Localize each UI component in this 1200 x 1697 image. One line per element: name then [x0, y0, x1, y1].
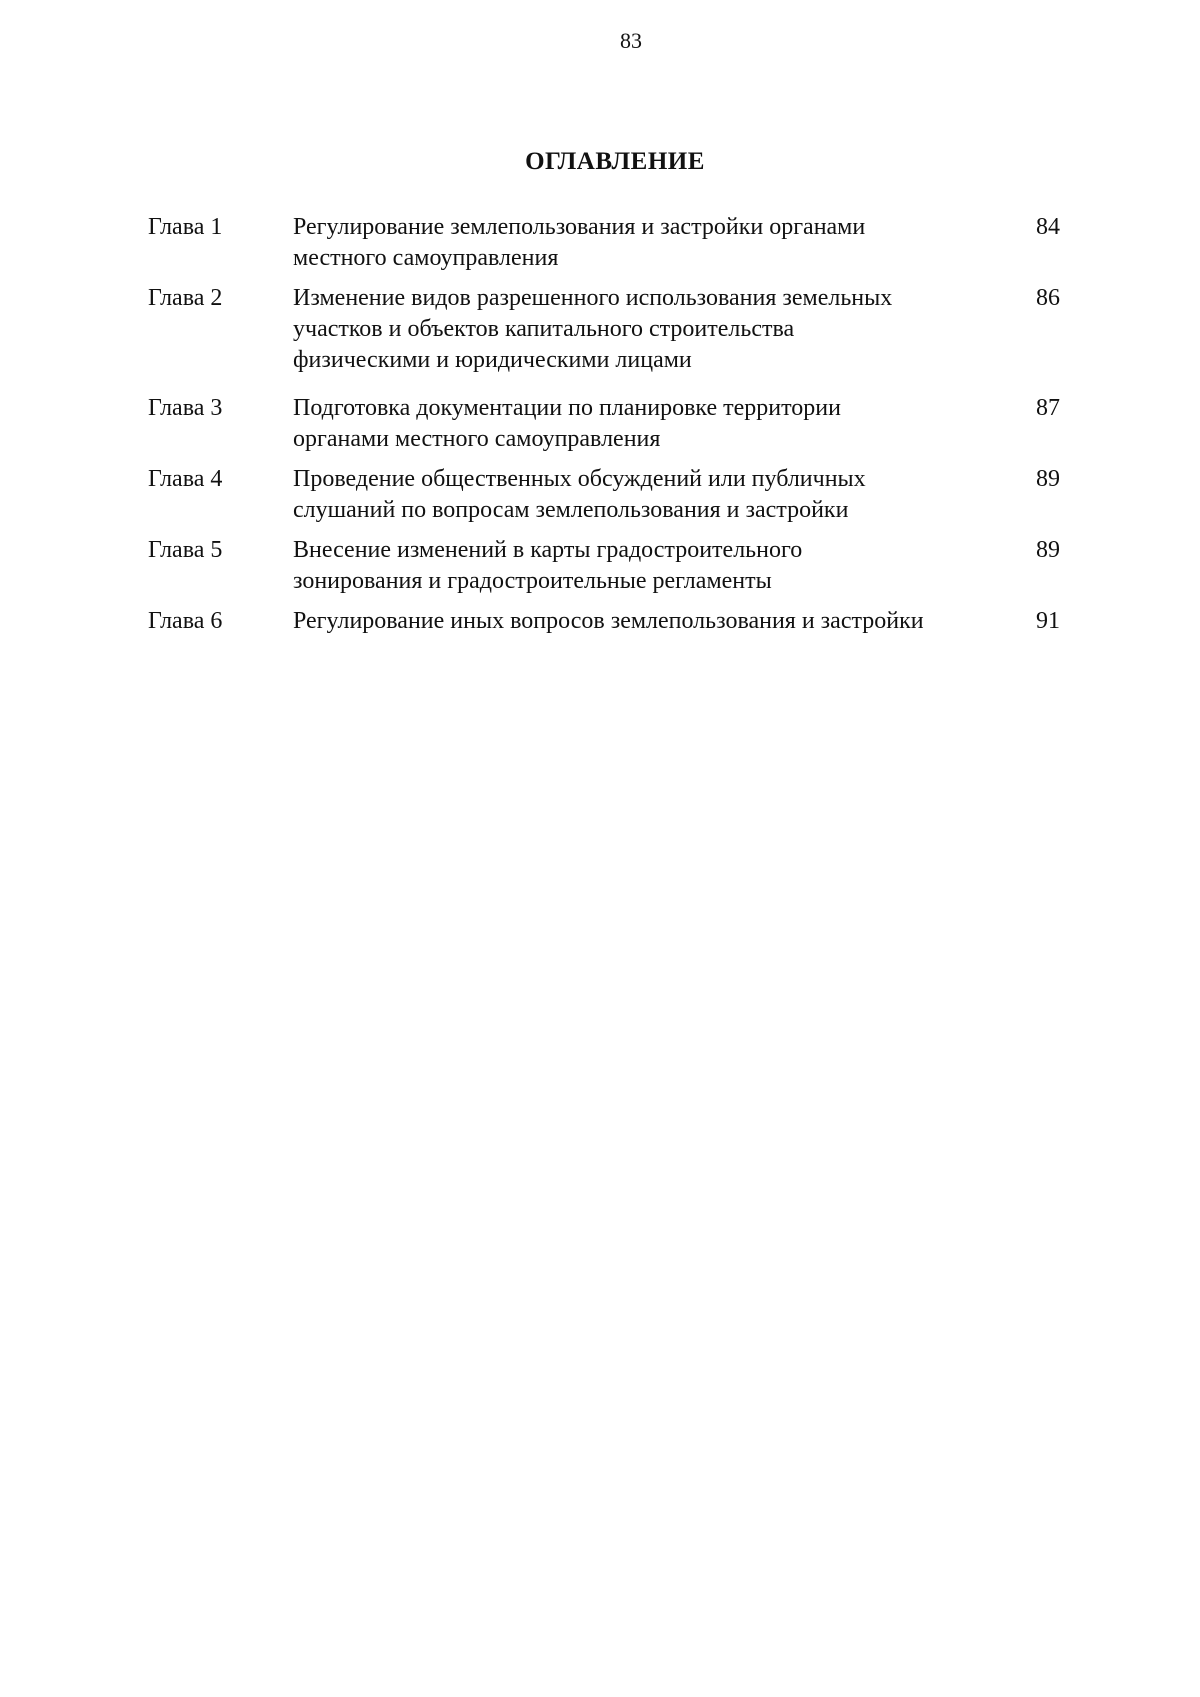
toc-page-number: 86 — [1036, 285, 1060, 311]
toc-entry-chapter-5[interactable] — [148, 535, 1060, 597]
toc-title-line: местного самоуправления — [293, 245, 559, 271]
page-number: 83 — [620, 28, 642, 53]
toc-page-number: 84 — [1036, 214, 1060, 240]
toc-page-number: 91 — [1036, 608, 1060, 634]
toc-chapter-title — [293, 535, 1020, 597]
toc-chapter-label: Глава 2 — [148, 285, 223, 311]
toc-chapter-label: Глава 3 — [148, 395, 223, 421]
toc-title-line: участков и объектов капитального строительства — [293, 316, 795, 342]
toc-entry-chapter-2[interactable] — [148, 283, 1060, 376]
page-title: ОГЛАВЛЕНИЕ — [525, 148, 705, 175]
toc-page-number: 89 — [1036, 466, 1060, 492]
toc-entry-chapter-6[interactable] — [148, 606, 1060, 637]
toc-chapter-label: Глава 6 — [148, 608, 223, 634]
toc-chapter-title — [293, 464, 1020, 526]
toc-entry-chapter-4[interactable] — [148, 464, 1060, 526]
toc-title-line: Изменение видов разрешенного использования земельных — [293, 285, 893, 311]
toc-chapter-title — [293, 393, 1020, 455]
toc-page-number: 89 — [1036, 537, 1060, 563]
toc-entry-chapter-3[interactable] — [148, 393, 1060, 455]
toc-page-number: 87 — [1036, 395, 1060, 421]
toc-title-line: Проведение общественных обсуждений или публичных — [293, 466, 866, 492]
toc-chapter-label: Глава 4 — [148, 466, 223, 492]
toc-chapter-title — [293, 283, 1020, 376]
table-of-contents — [148, 212, 1060, 646]
toc-chapter-title — [293, 212, 1020, 274]
toc-chapter-label: Глава 5 — [148, 537, 223, 563]
toc-chapter-label: Глава 1 — [148, 214, 223, 240]
toc-title-line: Подготовка документации по планировке территории — [293, 395, 841, 421]
toc-title-line: Внесение изменений в карты градостроительного — [293, 537, 803, 563]
toc-title-line: Регулирование землепользования и застройки органами — [293, 214, 866, 240]
toc-title-line: зонирования и градостроительные регламенты — [293, 568, 772, 594]
toc-title-line: слушаний по вопросам землепользования и застройки — [293, 497, 849, 523]
toc-title-line: физическими и юридическими лицами — [293, 347, 692, 373]
toc-entry-chapter-1[interactable] — [148, 212, 1060, 274]
toc-chapter-title — [293, 606, 1020, 637]
toc-title-line: органами местного самоуправления — [293, 426, 661, 452]
toc-title-line: Регулирование иных вопросов землепользования и застройки — [293, 608, 924, 634]
